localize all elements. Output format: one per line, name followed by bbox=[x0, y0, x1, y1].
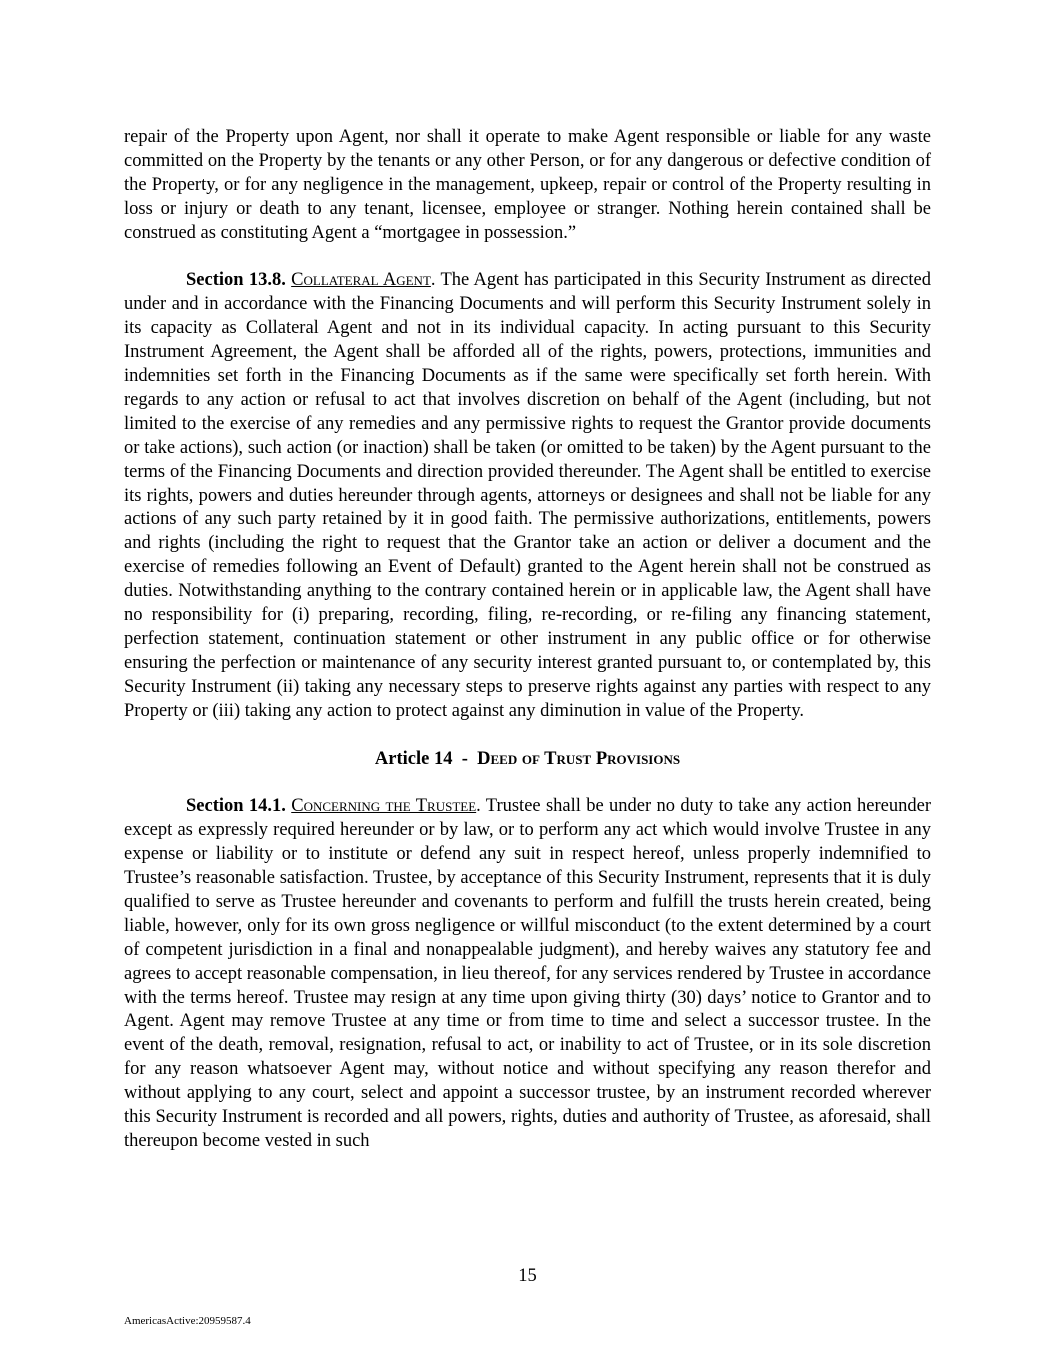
page-number: 15 bbox=[518, 1266, 537, 1286]
document-id: AmericasActive:20959587.4 bbox=[124, 1315, 251, 1327]
document-body bbox=[124, 126, 931, 1178]
section-13-8 bbox=[124, 269, 931, 723]
section-14-1-title-punct: . bbox=[476, 796, 486, 817]
section-13-8-number: Section 13.8. bbox=[186, 270, 286, 291]
section-13-8-text: The Agent has participated in this Security Instrument as directed under and in accordance with the Financing Documents and will perform this Security Instrument solely in its capacity as Collateral Agent and not in its individual capacity. In acting pursuant to this Security Instrument Agreement, the Agent shall be afforded all of the rights, powers, protections, immunities and indemnities set forth in the Financing Documents as if the same were specifically set forth herein. With regards to any action or refusal to act that involves discretion on behalf of the Agent (including, but not limited to the exercise of any remedies and any permissive rights to request the Grantor provide documents or take actions), such action (or inaction) shall be taken (or omitted to be taken) by the Agent pursuant to the terms of the Financing Documents and direction provided thereunder. The Agent shall be entitled to exercise its rights, powers and duties hereunder through agents, attorneys or designees and shall not be liable for any actions of any such party retained by it in good faith. The permissive authorizations, entitlements, powers and rights (including the right to request that the Grantor take an action or deliver a document and the exercise of remedies following an Event of Default) granted to the Agent herein shall not be construed as duties. Notwithstanding anything to the contrary contained herein or in applicable law, the Agent shall have no responsibility for (i) preparing, recording, filing, re-recording, or re-filing any financing statement, perfection statement, continuation statement or other instrument in any public office or for otherwise ensuring the perfection or maintenance of any security interest granted pursuant to, or contemplated by, this Security Instrument (ii) taking any necessary steps to preserve rights against any parties with respect to any Property or (iii) taking any action to protect against any diminution in value of the Property. bbox=[124, 270, 931, 721]
section-13-8-title: Collateral Agent bbox=[291, 270, 431, 291]
continuation-paragraph: repair of the Property upon Agent, nor shall it operate to make Agent responsible or liable for any waste committed on the Property by the tenants or any other Person, or for any dangerous or defective condition of the Property, or for any negligence in the management, upkeep, repair or control of the Property resulting in loss or injury or death to any tenant, licensee, employee or stranger. Nothing herein contained shall be construed as constituting Agent a “mortgagee in possession.” bbox=[124, 127, 931, 243]
section-14-1-text: Trustee shall be under no duty to take any action hereunder except as expressly required hereunder or by law, or to perform any act which would involve Trustee in any expense or liability or to institute or defend any suit in respect hereof, unless properly indemnified to Trustee’s reasonable satisfaction. Trustee, by acceptance of this Security Instrument, represents that it is duly qualified to serve as Trustee hereunder and covenants to perform and fulfill the trusts herein created, being liable, however, only for its own gross negligence or willful misconduct (to the extent determined by a court of competent jurisdiction in a final and nonappealable judgment), and hereby waives any statutory fee and agrees to accept reasonable compensation, in lieu thereof, for any services rendered by Trustee in accordance with the terms hereof. Trustee may resign at any time upon giving thirty (30) days’ notice to Grantor and to Agent. Agent may remove Trustee at any time or from time to time and select a successor trustee. In the event of the death, removal, resignation, refusal to act, or inability to act of Trustee, or in its sole discretion for any reason whatsoever Agent may, without notice and without specifying any reason therefor and without applying to any court, select and appoint a successor trustee, by an instrument recorded wherever this Security Instrument is recorded and all powers, rights, duties and authority of Trustee, as aforesaid, shall thereupon become vested in such bbox=[124, 796, 931, 1152]
article-14-heading bbox=[124, 748, 931, 772]
article-14-label: Article 14 - bbox=[374, 748, 478, 769]
section-14-1-number: Section 14.1. bbox=[186, 796, 286, 817]
section-14-1-title: Concerning the Trustee bbox=[291, 796, 477, 817]
article-14-title: Deed of Trust Provisions bbox=[477, 748, 681, 769]
section-13-8-title-punct: . bbox=[430, 270, 441, 291]
section-14-1 bbox=[124, 795, 931, 1154]
